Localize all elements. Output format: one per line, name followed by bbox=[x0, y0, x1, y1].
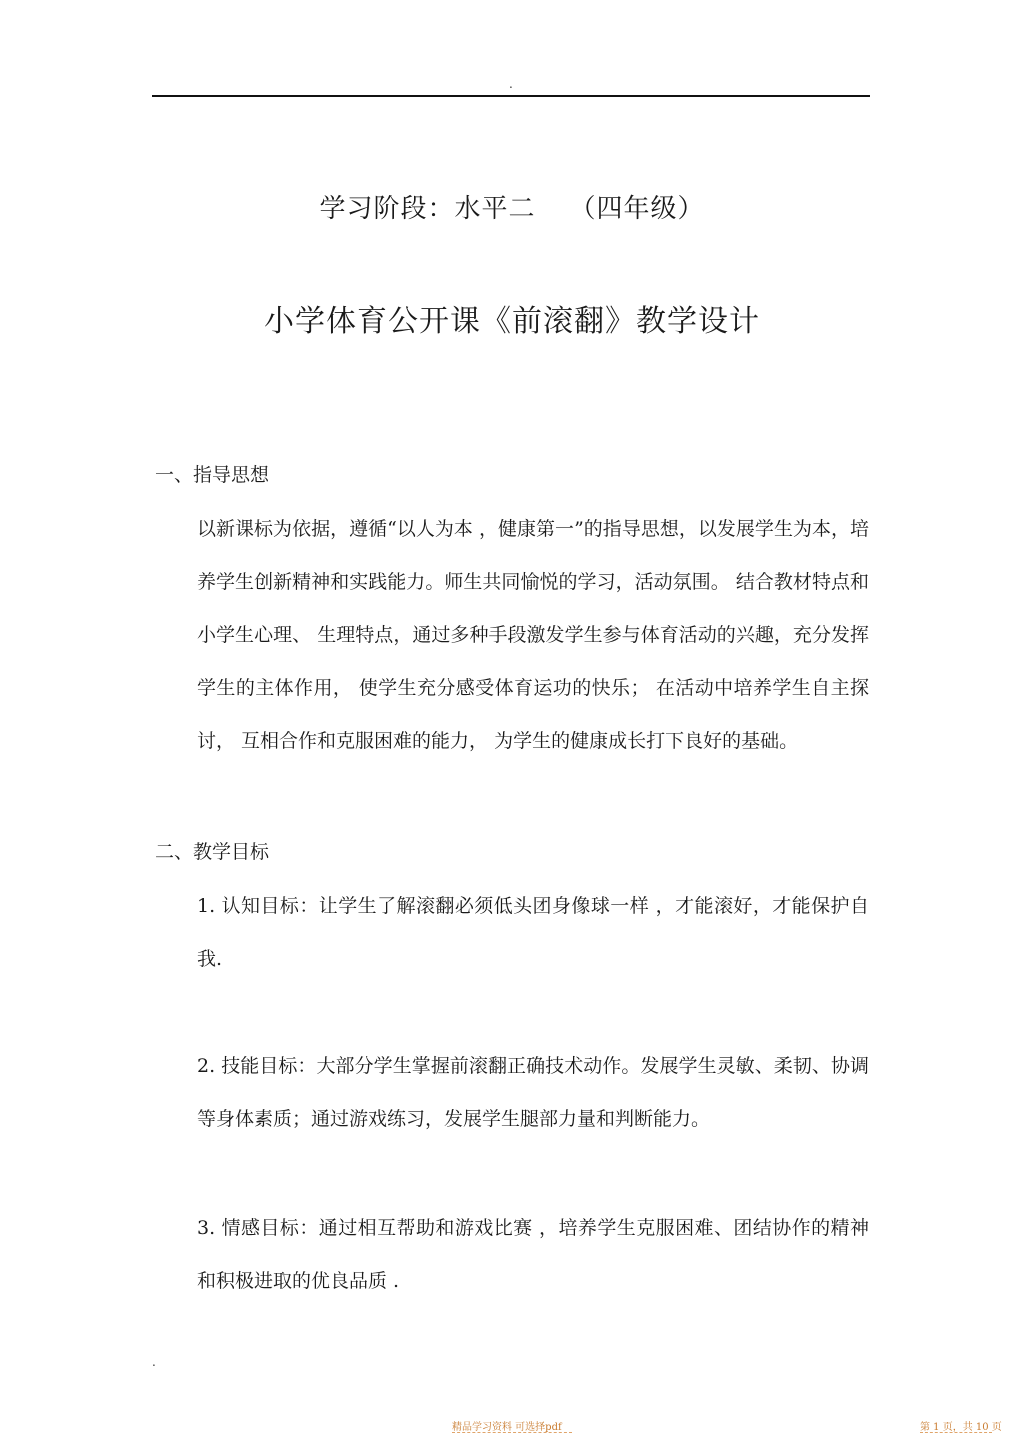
footer-page-number: 第 1 页，共 10 页 bbox=[920, 1422, 1002, 1433]
stage-line bbox=[0, 188, 1024, 225]
section-heading-guiding: 一、指导思想 bbox=[155, 464, 270, 486]
header-rule bbox=[152, 95, 870, 97]
section-heading-goals: 二、教学目标 bbox=[155, 841, 270, 863]
goal-cognitive: 1. 认知目标：让学生了解滚翻必须低头团身像球一样 ，才能滚好，才能保护自我. bbox=[197, 895, 869, 970]
header-dot: . bbox=[509, 77, 513, 91]
stage-grade: （四年级） bbox=[569, 194, 705, 224]
footer-watermark: 精品学习资料 可选择pdf bbox=[452, 1422, 562, 1433]
footer-left-dashes bbox=[452, 1432, 572, 1433]
footer-dot: . bbox=[152, 1355, 156, 1369]
guiding-paragraph: 以新课标为依据，遵循“以人为本 ，健康第一”的指导思想，以发展学生为本，培养学生创新精神和实践能力。师生共同愉悦的学习，活动氛围。 结合教材特点和小学生心理、 生理特点，通过多种手段激发学生参与体育活动的兴趣，充分发挥学生的主体作用， 使学生充分感受体育运功的快乐； 在活动中培养学生自主探讨， 互相合作和克服困难的能力， 为学生的健康成长打下良好的基础。 bbox=[197, 518, 869, 752]
goal-emotional: 3. 情感目标：通过相互帮助和游戏比赛 ，培养学生克服困难、团结协作的精神和积极进取的优良品质 . bbox=[197, 1217, 869, 1292]
goal-skill: 2. 技能目标：大部分学生掌握前滚翻正确技术动作。发展学生灵敏、柔韧、协调等身体素质；通过游戏练习，发展学生腿部力量和判断能力。 bbox=[197, 1055, 869, 1130]
footer-right-dashes bbox=[920, 1432, 992, 1433]
stage-label: 学习阶段：水平二 bbox=[319, 194, 536, 224]
page-title: 小学体育公开课《前滚翻》教学设计 bbox=[264, 304, 760, 339]
